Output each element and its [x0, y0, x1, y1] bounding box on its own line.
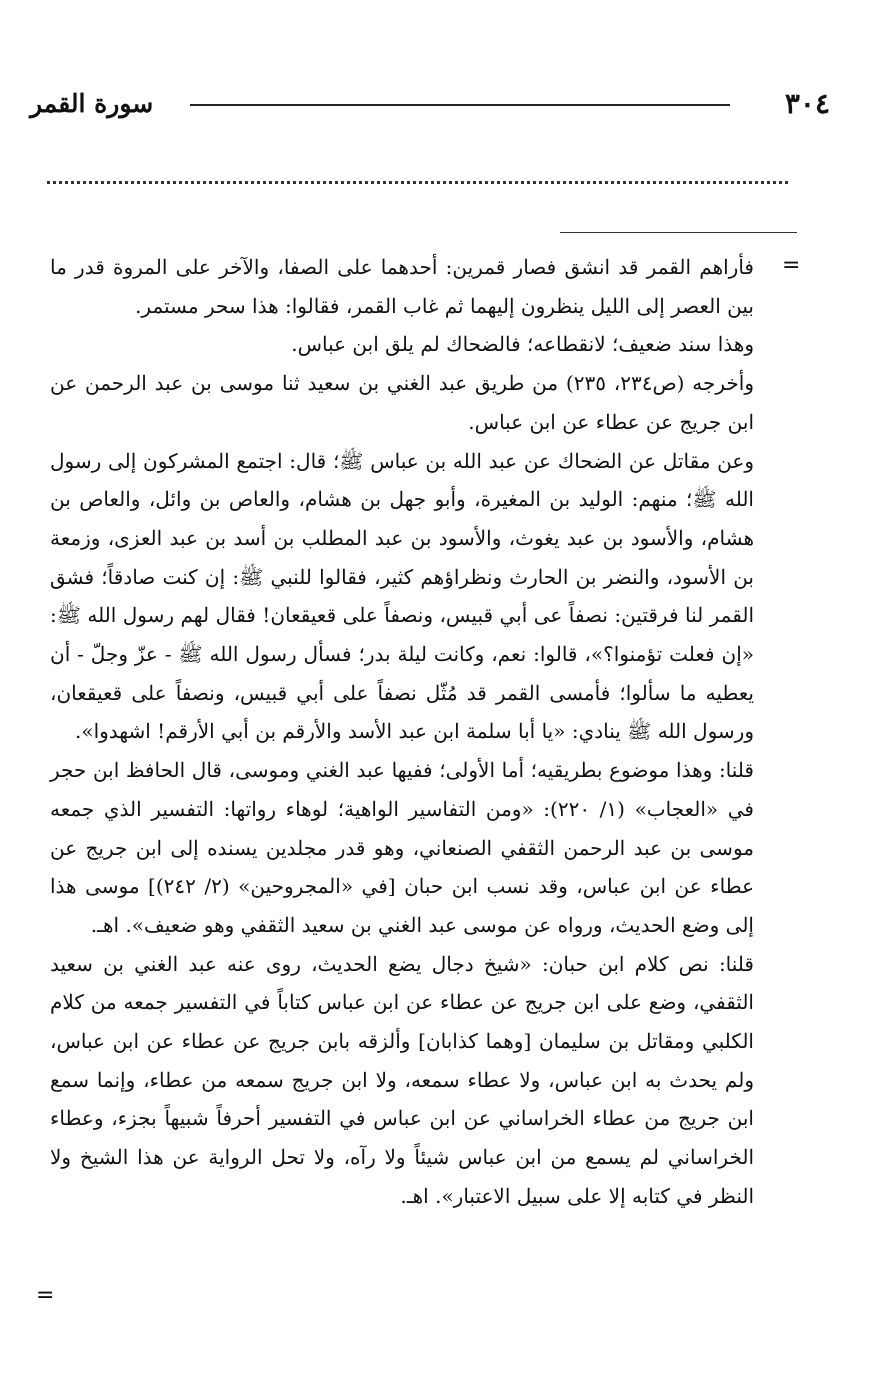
- continuation-marker-bottom: =: [36, 1283, 55, 1308]
- page-number: ٣٠٤: [784, 87, 830, 120]
- continuation-marker-top: =: [782, 253, 801, 278]
- header-rule: [190, 104, 730, 106]
- surah-title: سورة القمر: [30, 89, 154, 118]
- dotted-divider: [47, 181, 788, 184]
- paragraph-3: وأخرجه (ص٢٣٤، ٢٣٥) من طريق عبد الغني بن سعيد ثنا موسى بن عبد الرحمن عن ابن جريج عن عطاء عن ابن عباس.: [50, 371, 755, 434]
- paragraph-6: قلنا: نص كلام ابن حبان: «شيخ دجال يضع الحديث، روى عنه عبد الغني بن سعيد الثقفي، وضع على ابن جريج عن عطاء عن ابن عباس كتاباً في التفسير جمعه من كلام الكلبي ومقاتل بن سليمان [وهما كذابان] وألزقه بابن جريج عن عطاء عن ابن عباس، ولم يحدث به ابن عباس، ولا عطاء سمعه، ولا ابن جريج سمعه من عطاء، وإنما سمع ابن جريج من عطاء الخراساني عن ابن عباس في التفسير أحرفاً شبيهاً بجزء، وعطاء الخراساني لم يسمع من ابن عباس شيئاً ولا رآه، ولا تحل الرواية عن هذا الشيخ ولا النظر في كتابه إلا على سبيل الاعتبار». اهـ.: [50, 951, 754, 1208]
- paragraph-2: وهذا سند ضعيف؛ لانقطاعه؛ فالضحاك لم يلق ابن عباس.: [291, 332, 754, 357]
- footnote-separator: [560, 232, 797, 233]
- paragraph-1: فأراهم القمر قد انشق فصار قمرين: أحدهما على الصفا، والآخر على المروة قدر ما بين العصر إلى الليل ينظرون إليهما ثم غاب القمر، فقالوا: هذا سحر مستمر.: [50, 255, 754, 318]
- paragraph-4: وعن مقاتل عن الضحاك عن عبد الله بن عباس ﷺ؛ قال: اجتمع المشركون إلى رسول الله ﷺ؛ منهم: الوليد بن المغيرة، وأبو جهل بن هشام، والعاص بن وائل، والعاص بن هشام، والأسود بن عبد يغوث، والأسود بن عبد المطلب بن أسد بن عبد العزى، وزمعة بن الأسود، والنضر بن الحارث ونظراؤهم كثير، فقالوا للنبي ﷺ: إن كنت صادقاً؛ فشق القمر لنا فرقتين: نصفاً عى أبي قبيس، ونصفاً على قعيقعان! فقال لهم رسول الله ﷺ: «إن فعلت تؤمنوا؟»، قالوا: نعم، وكانت ليلة بدر؛ فسأل رسول الله ﷺ - عزّ وجلّ - أن يعطيه ما سألوا؛ فأمسى القمر قد مُثّل نصفاً على أبي قبيس، ونصفاً على قعيقعان، ورسول الله ﷺ ينادي: «يا أبا سلمة ابن عبد الأسد والأرقم بن أبي الأرقم! اشهدوا».: [50, 448, 754, 744]
- footnote-body: [50, 248, 754, 1216]
- paragraph-5: قلنا: وهذا موضوع بطريقيه؛ أما الأولى؛ ففيها عبد الغني وموسى، قال الحافظ ابن حجر في «العجاب» (١/ ٢٢٠): «ومن التفاسير الواهية؛ لوهاء رواتها: التفسير الذي جمعه موسى بن عبد الرحمن الثقفي الصنعاني، وهو قدر مجلدين يسنده إلى ابن جريج عن عطاء عن ابن عباس، وقد نسب ابن حبان [في «المجروحين» (٢/ ٢٤٢)] موسى هذا إلى وضع الحديث، ورواه عن موسى عبد الغني بن سعيد الثقفي وهو ضعيف». اهـ.: [50, 758, 755, 937]
- page-header: [30, 84, 830, 124]
